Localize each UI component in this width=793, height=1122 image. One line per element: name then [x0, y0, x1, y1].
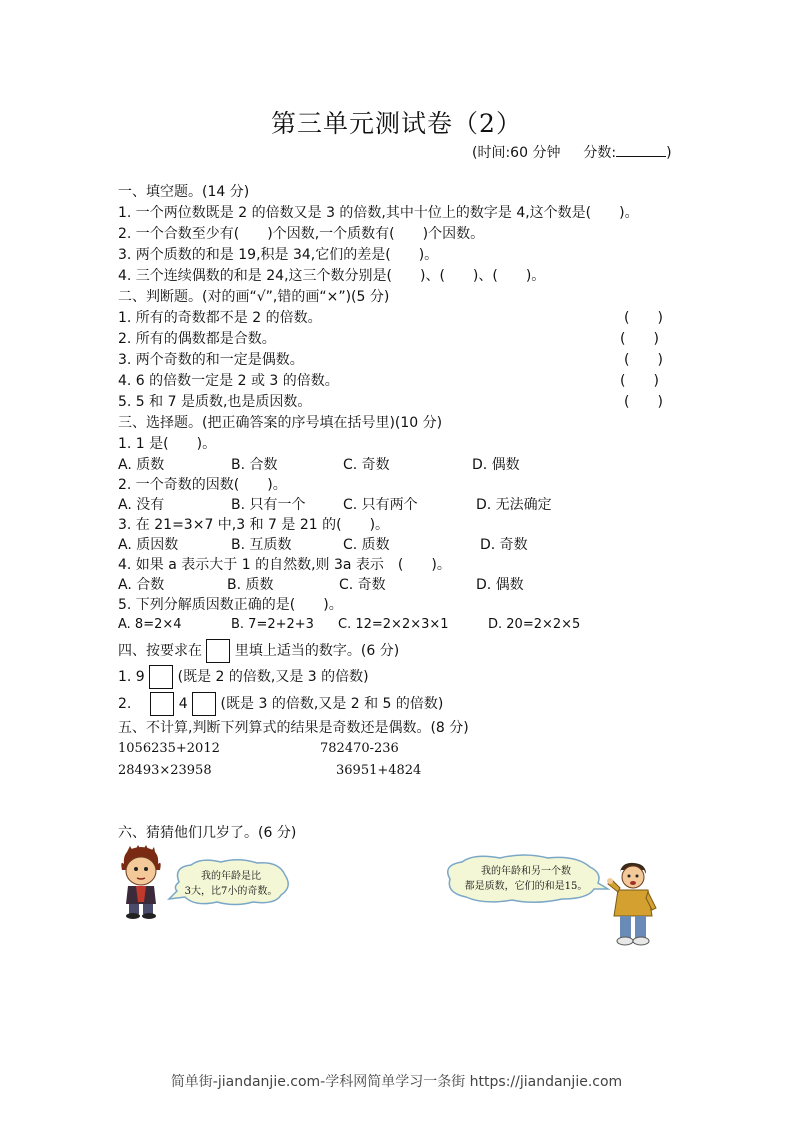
bubble2-line2: 都是质数，它们的和是15。 — [464, 881, 588, 892]
s3-q1-option-b: B. 合数 — [231, 457, 278, 473]
s4-q2-prefix: 2. — [118, 696, 132, 712]
s3-q5-option-a: A. 8=2×4 — [118, 617, 182, 632]
s4-question-2 — [118, 692, 443, 716]
s1-question-4: 4. 三个连续偶数的和是 24,这三个数分别是( )、( )、( )。 — [118, 268, 546, 284]
section1-heading: 一、填空题。(14 分) — [118, 184, 250, 200]
s3-q1-stem: 1. 1 是( )。 — [118, 436, 217, 452]
exam-meta — [472, 142, 672, 162]
s4-q1-answer-box[interactable] — [149, 665, 173, 689]
s4-q2-answer-box-1[interactable] — [150, 692, 174, 716]
bubble1-line1: 我的年龄是比 — [201, 871, 261, 882]
s3-q2-option-d: D. 无法确定 — [476, 497, 552, 513]
s2-answer-paren-1[interactable]: ( ) — [624, 310, 663, 326]
s3-q4-option-d: D. 偶数 — [476, 577, 524, 593]
score-blank[interactable] — [616, 142, 666, 157]
s5-expression-4: 36951+4824 — [336, 763, 422, 778]
s4-heading-pre: 四、按要求在 — [118, 643, 202, 659]
s2-item-5: 5. 5 和 7 是质数,也是质因数。 — [118, 394, 312, 410]
s3-q4-stem: 4. 如果 a 表示大于 1 的自然数,则 3a 表示 ( )。 — [118, 557, 451, 573]
s4-question-1 — [118, 665, 369, 689]
s5-expression-3: 28493×23958 — [118, 763, 212, 778]
s4-q2-condition: (既是 3 的倍数,又是 2 和 5 的倍数) — [220, 696, 444, 712]
s3-q3-option-d: D. 奇数 — [480, 537, 528, 553]
s2-item-1: 1. 所有的奇数都不是 2 的倍数。 — [118, 310, 322, 326]
s4-q1-prefix: 1. 9 — [118, 669, 145, 685]
score-label: 分数: — [583, 145, 617, 161]
s3-q2-option-c: C. 只有两个 — [343, 497, 418, 513]
s5-expression-1: 1056235+2012 — [118, 741, 220, 756]
section3-heading: 三、选择题。(把正确答案的序号填在括号里)(10 分) — [118, 415, 443, 431]
answer-box-icon — [206, 639, 230, 663]
s1-question-1: 1. 一个两位数既是 2 的倍数又是 3 的倍数,其中十位上的数字是 4,这个数是( )。 — [118, 205, 639, 221]
boy-left-illustration-icon — [116, 844, 166, 920]
s3-q1-option-d: D. 偶数 — [472, 457, 520, 473]
s4-q2-answer-box-2[interactable] — [192, 692, 216, 716]
time-label: (时间:60 分钟 — [472, 145, 561, 161]
page-title: 第三单元测试卷（2） — [271, 109, 522, 138]
speech-bubble-right-text — [452, 864, 600, 894]
bubble2-line1: 我的年龄和另一个数 — [481, 866, 571, 877]
s3-q2-stem: 2. 一个奇数的因数( )。 — [118, 477, 287, 493]
s2-item-3: 3. 两个奇数的和一定是偶数。 — [118, 352, 304, 368]
s3-q2-option-a: A. 没有 — [118, 497, 165, 513]
s4-heading-post: 里填上适当的数字。(6 分) — [234, 643, 400, 659]
s2-item-4: 4. 6 的倍数一定是 2 或 3 的倍数。 — [118, 373, 339, 389]
s3-q5-stem: 5. 下列分解质因数正确的是( )。 — [118, 597, 343, 613]
footer-watermark: 简单街-jiandanjie.com-学科网简单学习一条街 https://jiandanjie.com — [170, 1074, 623, 1090]
s2-answer-paren-4[interactable]: ( ) — [620, 373, 659, 389]
s3-q4-option-a: A. 合数 — [118, 577, 165, 593]
s3-q4-option-b: B. 质数 — [227, 577, 274, 593]
speech-bubble-left-text — [176, 869, 286, 899]
s1-question-3: 3. 两个质数的和是 19,积是 34,它们的差是( )。 — [118, 247, 439, 263]
s3-q1-option-a: A. 质数 — [118, 457, 165, 473]
section6-heading: 六、猜猜他们几岁了。(6 分) — [118, 825, 297, 841]
section5-heading: 五、不计算,判断下列算式的结果是奇数还是偶数。(8 分) — [118, 720, 469, 736]
s3-q5-option-b: B. 7=2+2+3 — [231, 617, 314, 632]
s3-q3-option-b: B. 互质数 — [231, 537, 292, 553]
section2-heading: 二、判断题。(对的画“√”,错的画“×”)(5 分) — [118, 289, 390, 305]
s1-question-2: 2. 一个合数至少有( )个因数,一个质数有( )个因数。 — [118, 226, 485, 242]
s4-q1-condition: (既是 2 的倍数,又是 3 的倍数) — [177, 669, 369, 685]
s3-q1-option-c: C. 奇数 — [343, 457, 390, 473]
section4-heading — [118, 639, 399, 663]
s3-q3-option-c: C. 质数 — [343, 537, 390, 553]
s2-answer-paren-5[interactable]: ( ) — [624, 394, 663, 410]
meta-close-paren: ) — [666, 145, 672, 161]
s4-q2-digit: 4 — [178, 696, 188, 712]
s2-answer-paren-2[interactable]: ( ) — [620, 331, 659, 347]
s3-q4-option-c: C. 奇数 — [339, 577, 386, 593]
s3-q2-option-b: B. 只有一个 — [231, 497, 306, 513]
s3-q3-option-a: A. 质因数 — [118, 537, 179, 553]
s3-q5-option-c: C. 12=2×2×3×1 — [338, 617, 449, 632]
s5-expression-2: 782470-236 — [320, 741, 399, 756]
bubble1-line2: 3大，比7小的奇数。 — [184, 886, 278, 897]
s2-item-2: 2. 所有的偶数都是合数。 — [118, 331, 276, 347]
s3-q3-stem: 3. 在 21=3×7 中,3 和 7 是 21 的( )。 — [118, 517, 390, 533]
s2-answer-paren-3[interactable]: ( ) — [624, 352, 663, 368]
boy-right-illustration-icon — [606, 860, 660, 948]
s3-q5-option-d: D. 20=2×2×5 — [488, 617, 581, 632]
